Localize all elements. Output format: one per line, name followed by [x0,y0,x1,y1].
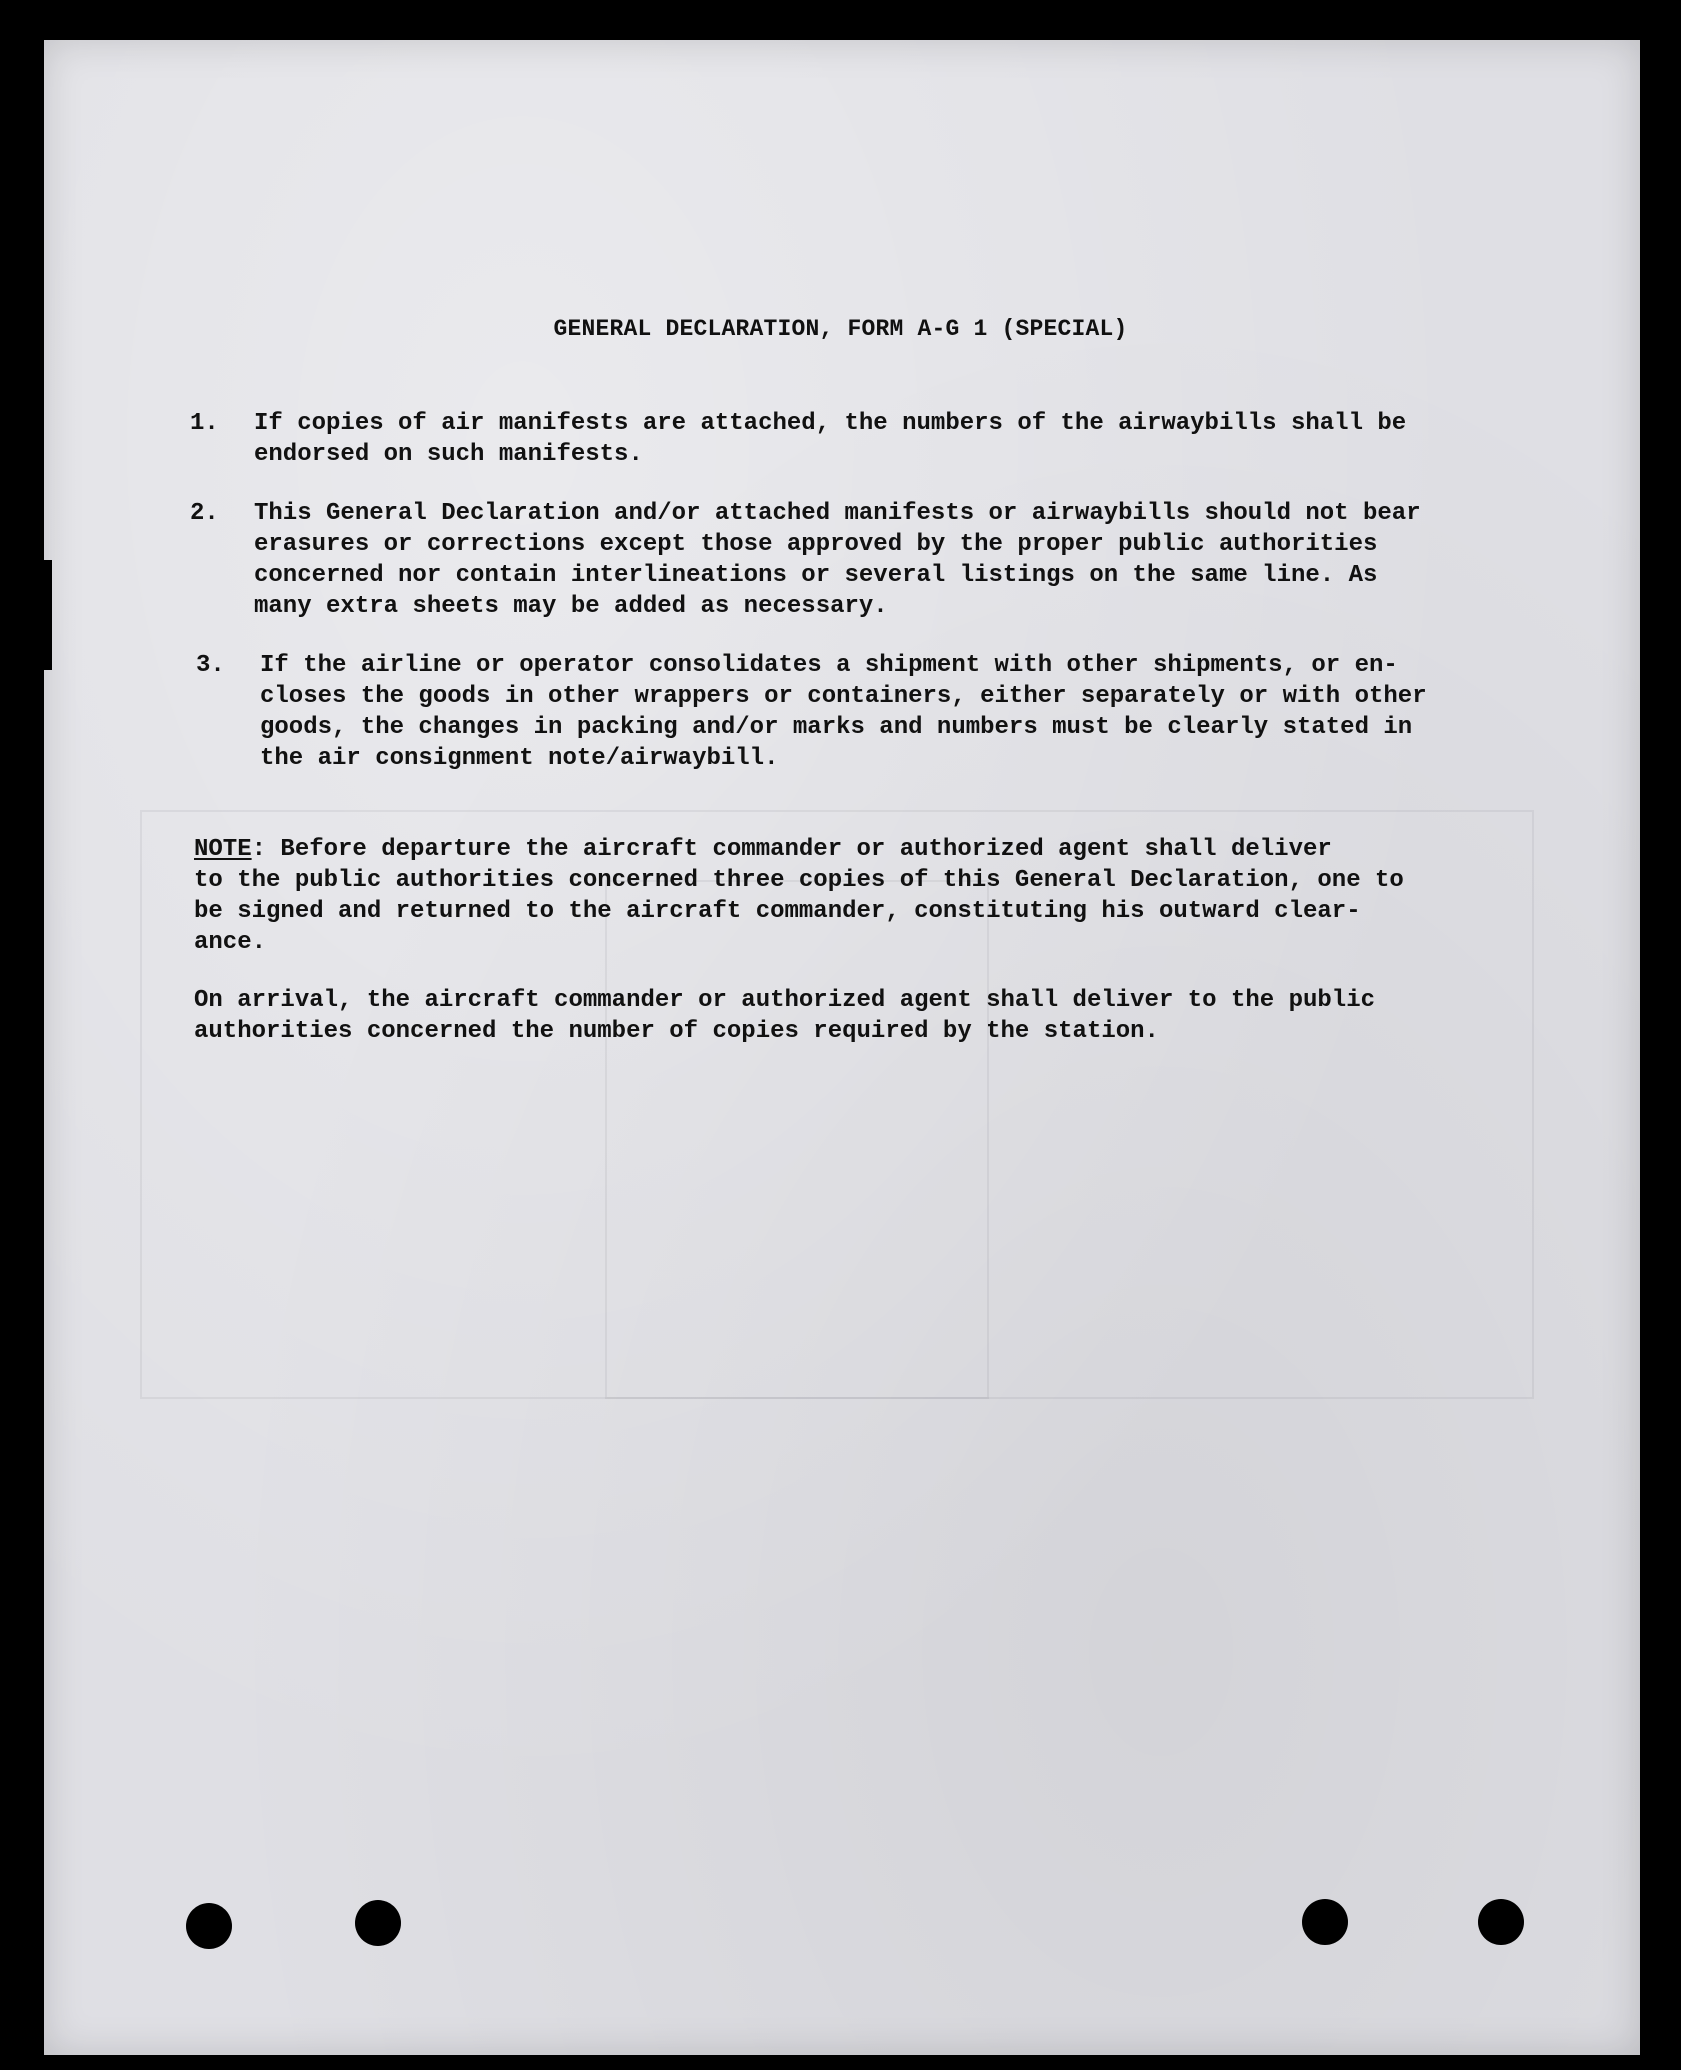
item-number: 1. [190,410,219,437]
instruction-item [196,650,1512,774]
instruction-item [190,408,1520,470]
punch-hole [186,1903,232,1949]
note-paragraph [194,834,1512,958]
note-label: NOTE [194,836,252,863]
item-number: 2. [190,500,219,527]
punch-hole [1478,1899,1524,1945]
item-number: 3. [196,652,225,679]
note-separator: : [251,836,267,863]
instruction-item [190,498,1520,622]
item-text: If the airline or operator consolidates a shipment with other shipments, or en- closes the goods in other wrappers or containers, either separately or with other goods, the changes in packing and/or marks and numbers must be clearly stated in the air consignment note/airwaybill. [260,652,1427,772]
arrival-paragraph: On arrival, the aircraft commander or authorized agent shall deliver to the public authorities concerned the number of copies required by the station. [194,987,1375,1045]
form-title: GENERAL DECLARATION, FORM A-G 1 (SPECIAL) [553,316,1128,342]
item-text: If copies of air manifests are attached, the numbers of the airwaybills shall be endorsed on such manifests. [254,410,1407,468]
page-edge-tear [44,560,52,670]
item-text: This General Declaration and/or attached manifests or airwaybills should not bear erasures or corrections except those approved by the proper public authorities concerned nor contain interlineations or several listings on the same line. As many extra sheets may be added as necessary. [254,500,1421,620]
punch-hole [1302,1899,1348,1945]
note-text: Before departure the aircraft commander or authorized agent shall deliver to the public authorities concerned three copies of this General Declaration, one to be signed and returned to the aircraft commander, constituting his outward clear- ance. [194,836,1404,956]
punch-hole [355,1900,401,1946]
